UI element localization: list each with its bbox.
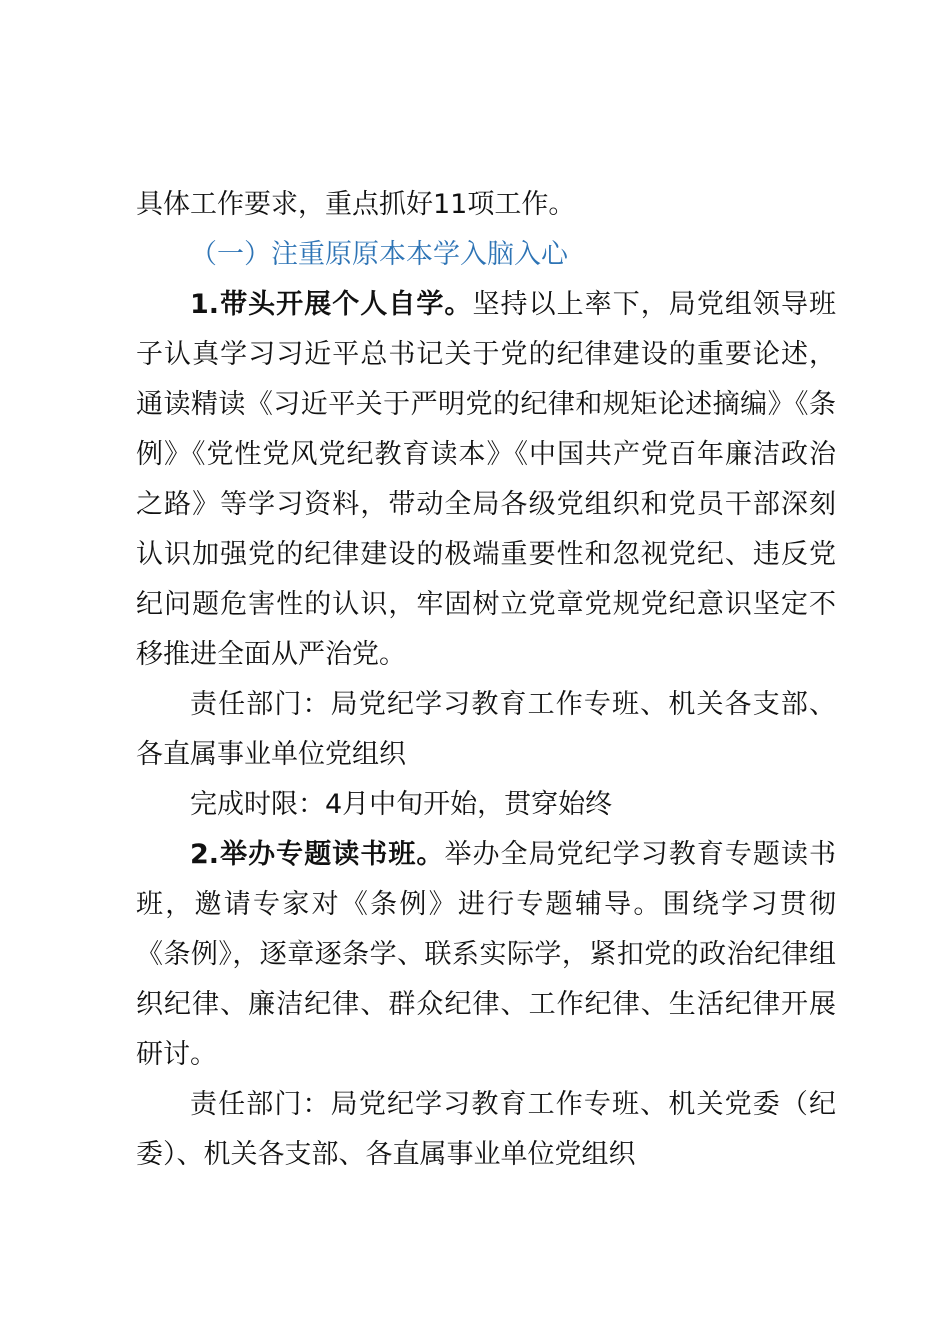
item1-responsible: 责任部门：局党纪学习教育工作专班、机关各支部、各直属事业单位党组织 [136, 689, 836, 770]
item1-title: 1.带头开展个人自学。 [190, 289, 473, 320]
document-body [136, 180, 836, 1180]
item1-deadline: 完成时限：4月中旬开始，贯穿始终 [190, 789, 613, 820]
item1-body: 坚持以上率下，局党组领导班子认真学习习近平总书记关于党的纪律建设的重要论述，通读精读《习近平关于严明党的纪律和规矩论述摘编》《条例》《党性党风党纪教育读本》《中国共产党百年廉洁政治之路》等学习资料，带动全局各级党组织和党员干部深刻认识加强党的纪律建设的极端重要性和忽视党纪、违反党纪问题危害性的认识，牢固树立党章党规党纪意识坚定不移推进全面从严治党。 [136, 289, 837, 670]
item2-title: 2.举办专题读书班。 [190, 839, 445, 870]
item2-paragraph [136, 830, 836, 1080]
item2-responsible: 责任部门：局党纪学习教育工作专班、机关党委（纪委）、机关各支部、各直属事业单位党组织 [136, 1089, 836, 1170]
section-heading: （一）注重原原本本学入脑入心 [190, 239, 568, 270]
item2-body: 举办全局党纪学习教育专题读书班，邀请专家对《条例》进行专题辅导。围绕学习贯彻《条例》，逐章逐条学、联系实际学，紧扣党的政治纪律组织纪律、廉洁纪律、群众纪律、工作纪律、生活纪律开展研讨。 [136, 839, 837, 1070]
intro-paragraph: 具体工作要求，重点抓好11项工作。 [136, 189, 576, 220]
item1-paragraph [136, 280, 836, 680]
